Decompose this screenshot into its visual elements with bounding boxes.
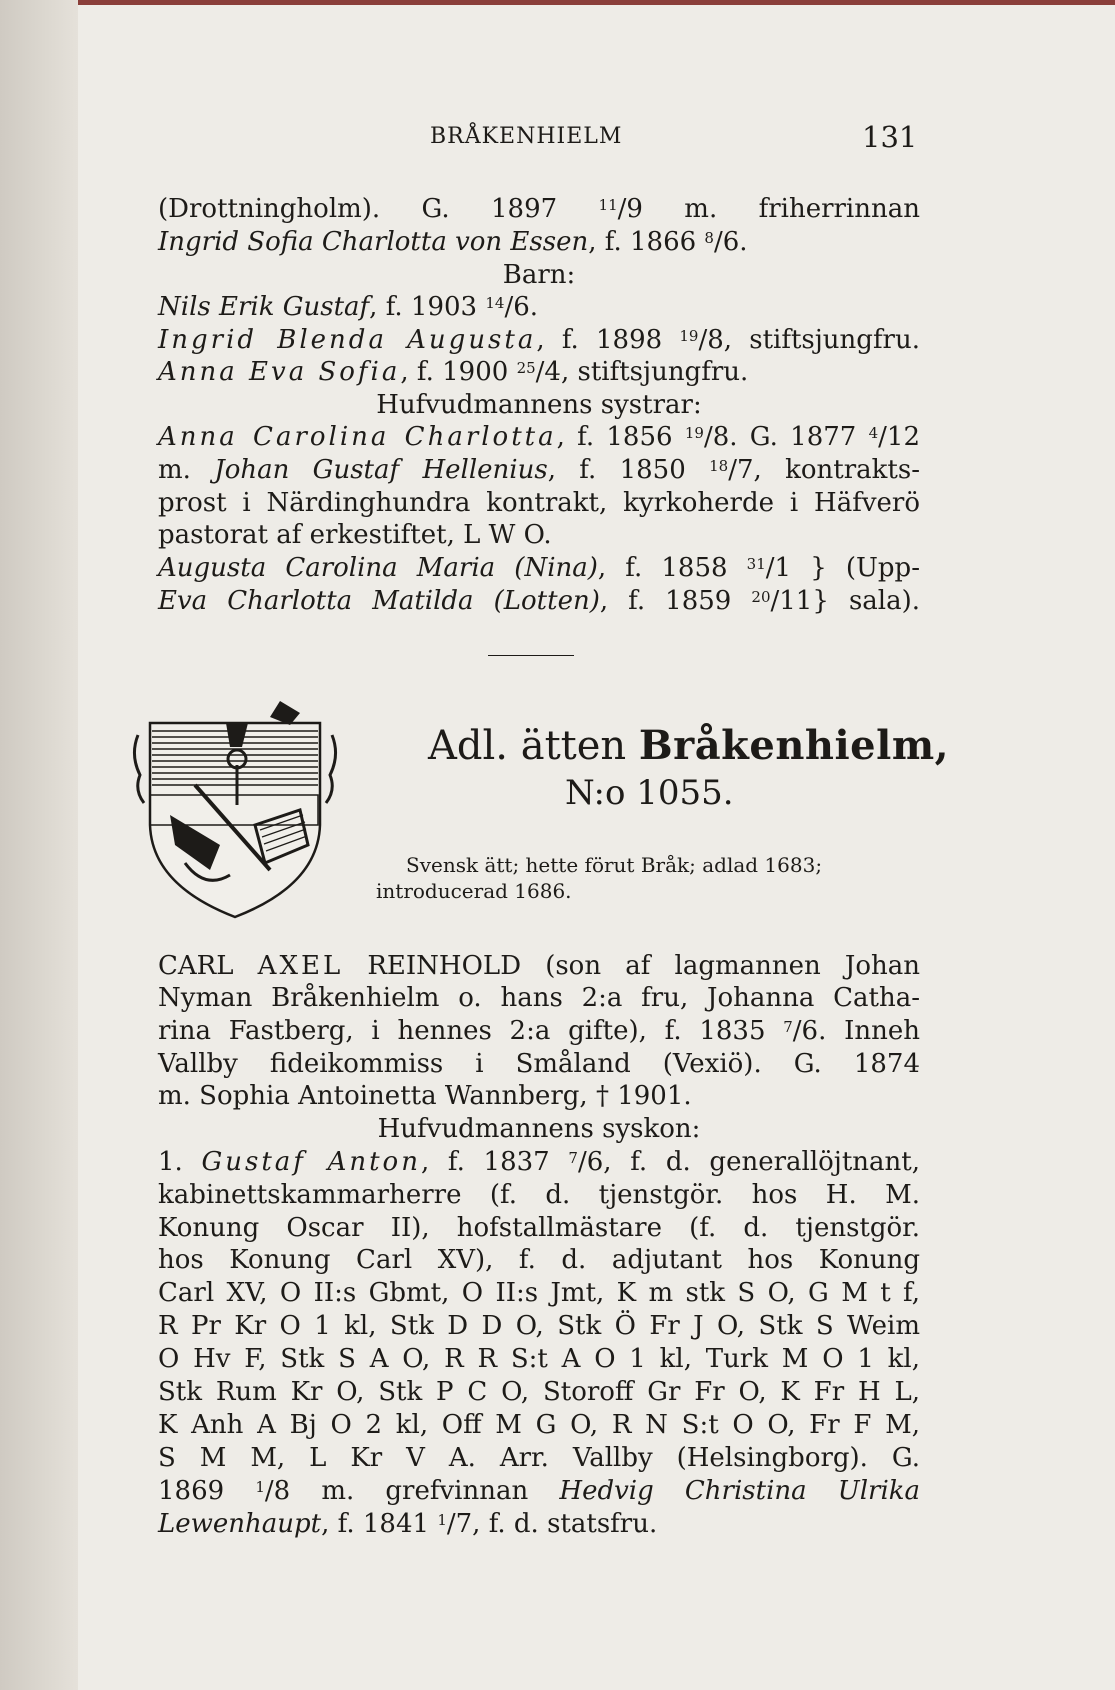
text-line: Nils Erik Gustaf, f. 1903 $^{14}$/6. <box>158 292 539 322</box>
coat-of-arms-icon <box>130 695 340 925</box>
text-line: Augusta Carolina Maria (Nina), f. 1858 $^{31}$/1 } (Upp- <box>158 553 920 583</box>
text-line: rina Fastberg, i hennes 2:a gifte), f. 1835 $^7$/6. Inneh <box>158 1016 920 1046</box>
text-line: Konung Oscar II), hofstallmästare (f. d. tjenstgör. <box>158 1213 920 1243</box>
family-origin-note: Svensk ätt; hette förut Bråk; adlad 1683; introducerad 1686. <box>376 853 823 903</box>
text-line: Ingrid Blenda Augusta, f. 1898 $^{19}$/8, stiftsjungfru. <box>158 325 920 355</box>
family-title: Adl. ätten Bråkenhielm, <box>428 722 950 769</box>
text-line: Lewenhaupt, f. 1841 $^1$/7, f. d. statsfru. <box>158 1509 658 1539</box>
text-line: Stk Rum Kr O, Stk P C O, Storoff Gr Fr O, K Fr H L, <box>158 1377 920 1407</box>
section-heading: Hufvudmannens systrar: <box>376 390 702 420</box>
text-line: Vallby fideikommiss i Småland (Vexiö). G. 1874 <box>158 1049 920 1079</box>
section-heading: Hufvudmannens syskon: <box>377 1114 701 1144</box>
text-line: R Pr Kr O 1 kl, Stk D D O, Stk Ö Fr J O, Stk S Weim <box>158 1311 920 1341</box>
text-line: 1869 $^1$/8 m. grefvinnan Hedvig Christina Ulrika <box>158 1476 921 1506</box>
text-line: K Anh A Bj O 2 kl, Off M G O, R N S:t O O, Fr F M, <box>158 1410 920 1440</box>
text-line: prost i Närdinghundra kontrakt, kyrkoherde i Häfverö <box>158 488 920 518</box>
text-line: Carl XV, O II:s Gbmt, O II:s Jmt, K m stk S O, G M t f, <box>158 1278 920 1308</box>
running-title: BRÅKENHIELM <box>430 124 623 149</box>
text-line: Eva Charlotta Matilda (Lotten), f. 1859 $^{20}$/11} sala). <box>158 586 921 616</box>
text-line: Ingrid Sofia Charlotta von Essen, f. 1866 $^8$/6. <box>158 227 748 257</box>
text-line: m. Johan Gustaf Hellenius, f. 1850 $^{18}$/7, kontrakts- <box>158 455 920 485</box>
left-page-margin <box>0 0 78 1690</box>
text-line: kabinettskammarherre (f. d. tjenstgör. hos H. M. <box>158 1180 920 1210</box>
text-line: hos Konung Carl XV), f. d. adjutant hos Konung <box>158 1245 920 1275</box>
text-line: Anna Carolina Charlotta, f. 1856 $^{19}$/8. G. 1877 $^4$/12 <box>158 422 920 452</box>
page-number: 131 <box>862 120 918 154</box>
section-heading: Barn: <box>502 260 576 290</box>
text-line: CARL AXEL REINHOLD (son af lagmannen Johan <box>158 951 920 981</box>
text-line: O Hv F, Stk S A O, R R S:t A O 1 kl, Turk M O 1 kl, <box>158 1344 920 1374</box>
text-line: Nyman Bråkenhielm o. hans 2:a fru, Johanna Catha- <box>158 983 920 1013</box>
section-divider <box>488 655 574 656</box>
text-line: 1. Gustaf Anton, f. 1837 $^7$/6, f. d. generallöjtnant, <box>158 1147 921 1177</box>
family-number: N:o 1055. <box>565 773 734 813</box>
text-line: pastorat af erkestiftet, L W O. <box>158 520 552 550</box>
text-line: (Drottningholm). G. 1897 $^{11}$/9 m. friherrinnan <box>158 194 920 224</box>
text-line: S M M, L Kr V A. Arr. Vallby (Helsingborg). G. <box>158 1443 920 1473</box>
text-line: Anna Eva Sofia, f. 1900 $^{25}$/4, stiftsjungfru. <box>158 357 749 387</box>
text-line: m. Sophia Antoinetta Wannberg, † 1901. <box>158 1081 692 1111</box>
